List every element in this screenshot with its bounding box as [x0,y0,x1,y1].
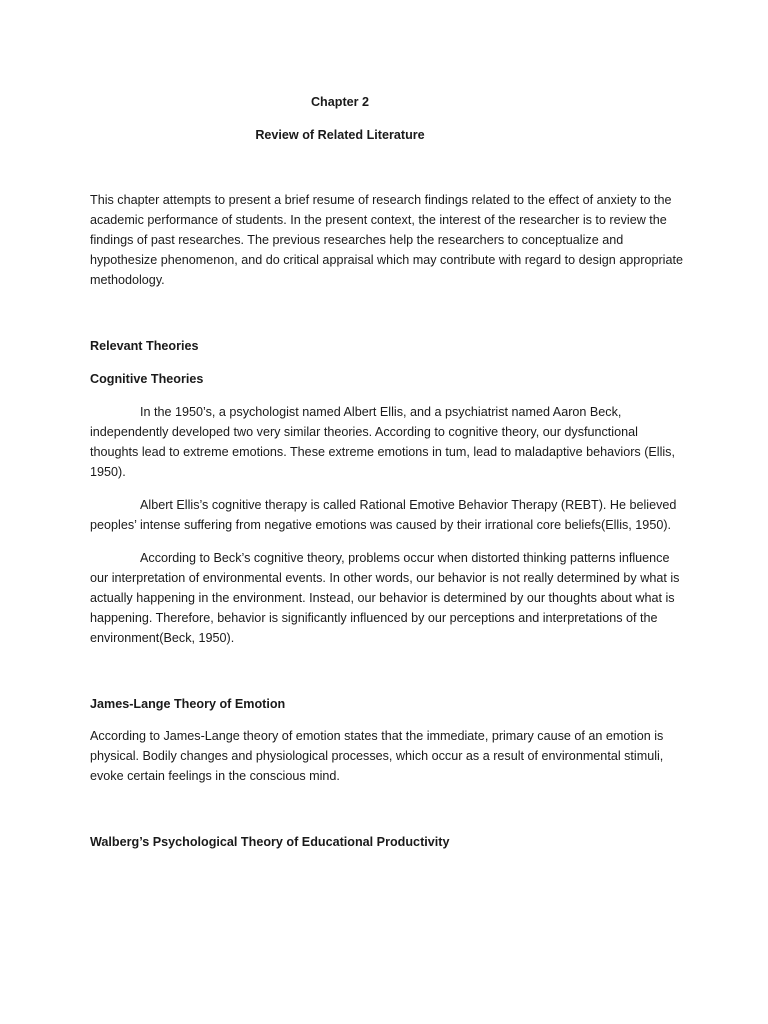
chapter-title: Review of Related Literature [255,128,425,142]
cognitive-paragraph-1: In the 1950’s, a psychologist named Albert Ellis, and a psychiatrist named Aaron Beck, independently developed two very similar theories. According to cognitive theory, our dysfunctional thoughts lead to extreme emotions. These extreme emotions in tum, lead to maladaptive behaviors (Ellis, 1950). [90,405,675,479]
heading-james-lange: James-Lange Theory of Emotion [90,697,286,711]
chapter-number: Chapter 2 [310,95,370,109]
heading-relevant-theories: Relevant Theories [90,339,199,353]
cognitive-paragraph-3: According to Beck’s cognitive theory, problems occur when distorted thinking patterns influence our interpretation of environmental events. In other words, our behavior is not really determined by what is actually happening in the environment. Instead, our behavior is determined by our thoughts about what is happening. Therefore, behavior is significantly influenced by our perceptions and interpretations of the environment(Beck, 1950). [90,551,680,645]
intro-paragraph: This chapter attempts to present a brief resume of research findings related to the effect of anxiety to the academic performance of students. In the present context, the interest of the researcher is to review the findings of past researches. The previous researches help the researchers to conceptualize and hypothesize phenomenon, and do critical appraisal which may contribute with regard to design appropriate methodology. [90,193,683,287]
cognitive-paragraph-2: Albert Ellis’s cognitive therapy is called Rational Emotive Behavior Therapy (REBT). He believed peoples’ intense suffering from negative emotions was caused by their irrational core beliefs(Ellis, 1950). [90,498,677,532]
heading-walberg: Walberg’s Psychological Theory of Educational Productivity [90,835,450,849]
james-lange-paragraph: According to James-Lange theory of emotion states that the immediate, primary cause of an emotion is physical. Bodily changes and physiological processes, which occur as a result of environmental stimuli, evoke certain feelings in the conscious mind. [90,729,664,783]
heading-cognitive-theories: Cognitive Theories [90,372,204,386]
